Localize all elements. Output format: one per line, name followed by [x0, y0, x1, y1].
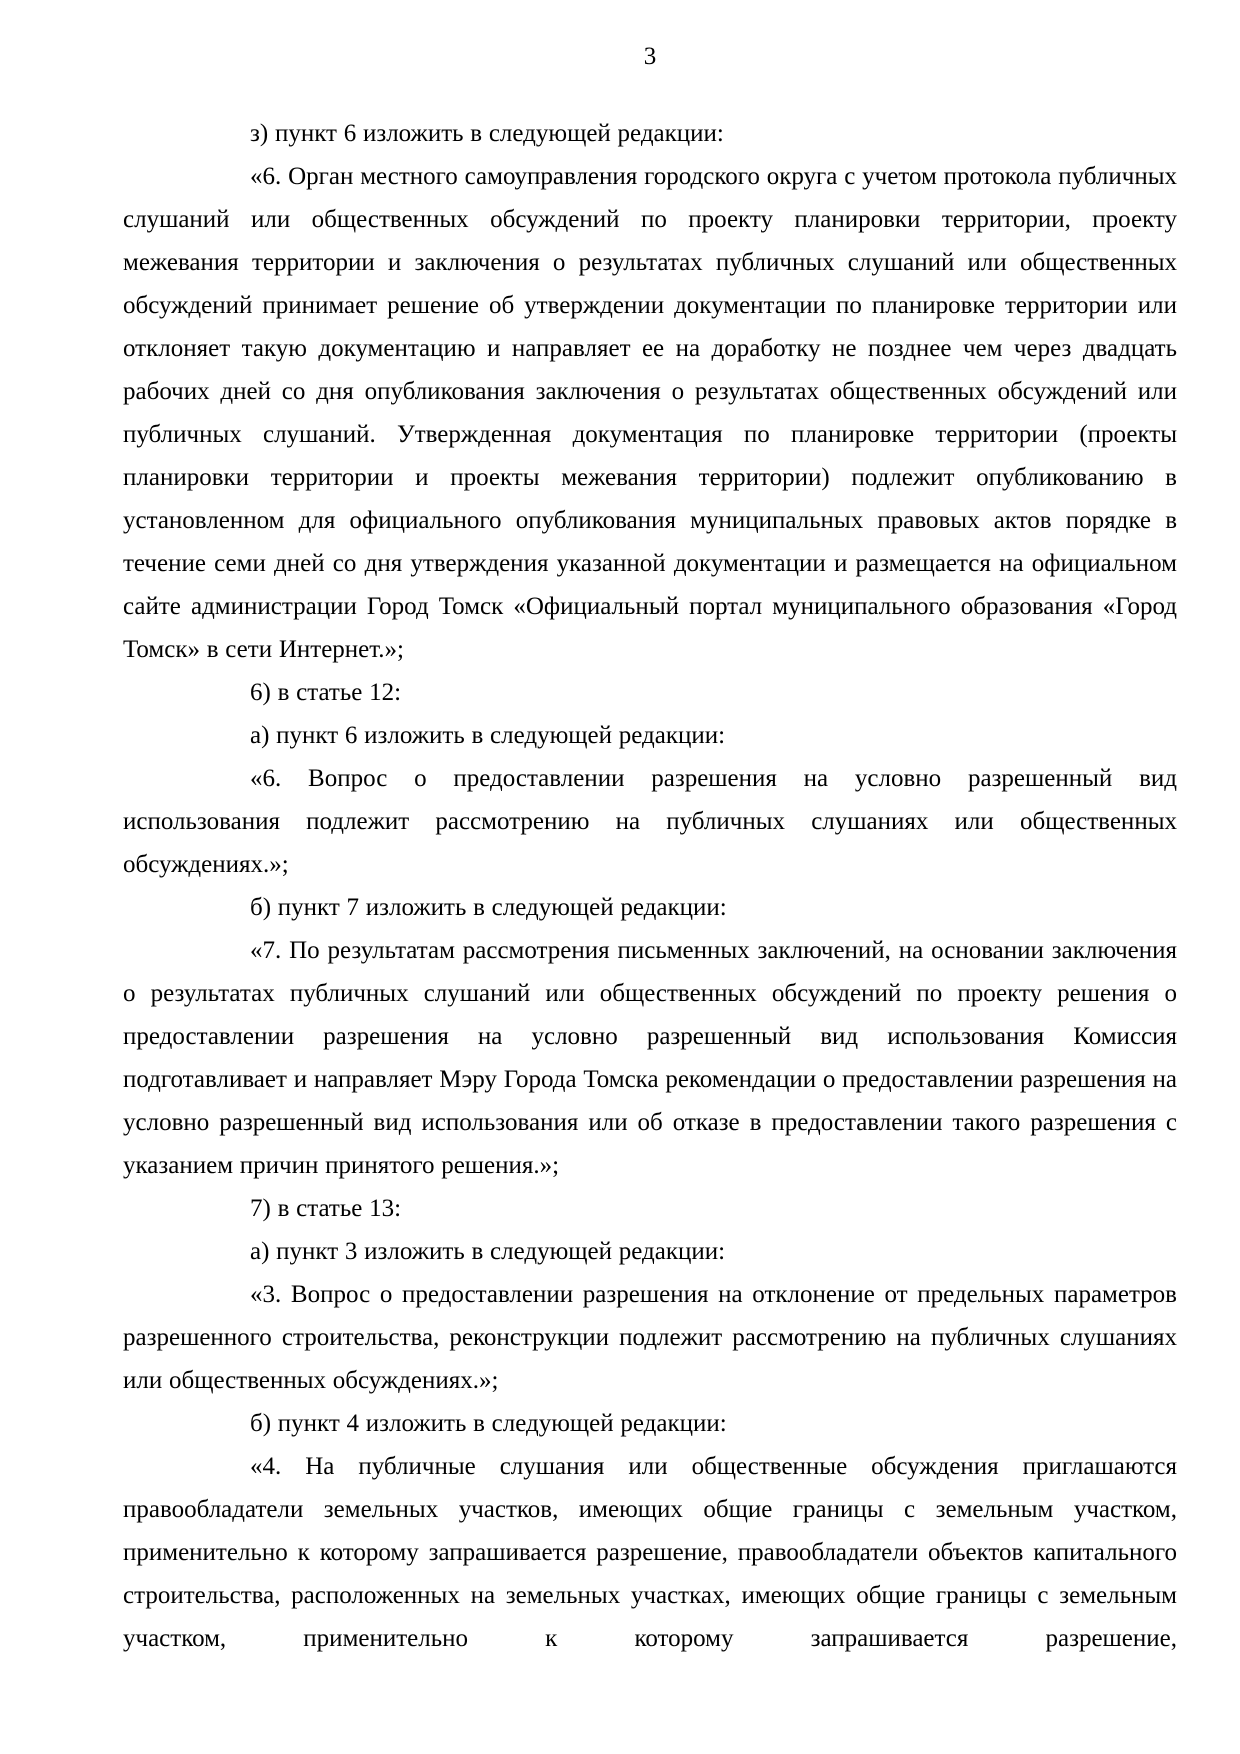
paragraph: «6. Вопрос о предоставлении разрешения на условно разрешенный вид использования подлежит рассмотрению на публичных слушаниях или общественных обсуждениях.»;: [123, 765, 1177, 878]
paragraph: «6. Орган местного самоуправления городского округа с учетом протокола публичных слушаний или общественных обсуждений по проекту планировки территории, проекту межевания территории и заключения о результатах публичных слушаний или общественных обсуждений принимает решение об утверждении документации по планировке территории или отклоняет такую документацию и направляет ее на доработку не позднее чем через двадцать рабочих дней со дня опубликования заключения о результатах общественных обсуждений или публичных слушаний. Утвержденная документация по планировке территории (проекты планировки территории и проекты межевания территории) подлежит опубликованию в установленном для официального опубликования муниципальных правовых актов порядке в течение семи дней со дня утверждения указанной документации и размещается на официальном сайте администрации Город Томск «Официальный портал муниципального образования «Город Томск» в сети Интернет.»;: [123, 163, 1177, 663]
paragraph: «7. По результатам рассмотрения письменных заключений, на основании заключения о результатах публичных слушаний или общественных обсуждений по проекту решения о предоставлении разрешения на условно разрешенный вид использования Комиссия подготавливает и направляет Мэру Города Томска рекомендации о предоставлении разрешения на условно разрешенный вид использования или об отказе в предоставлении такого разрешения с указанием причин принятого решения.»;: [123, 937, 1177, 1179]
paragraph: б) пункт 7 изложить в следующей редакции:: [250, 894, 727, 921]
paragraph: б) пункт 4 изложить в следующей редакции:: [250, 1410, 727, 1437]
paragraph: 6) в статье 12:: [250, 679, 402, 706]
paragraph: «4. На публичные слушания или общественные обсуждения приглашаются правообладатели земельных участков, имеющих общие границы с земельным участком, применительно к которому запрашивается разрешение, правообладатели объектов капитального строительства, расположенных на земельных участках, имеющих общие границы с земельным участком, применительно к которому запрашивается разрешение,: [123, 1453, 1177, 1652]
page-number: 3: [643, 43, 657, 70]
paragraph: «3. Вопрос о предоставлении разрешения на отклонение от предельных параметров разрешенного строительства, реконструкции подлежит рассмотрению на публичных слушаниях или общественных обсуждениях.»;: [123, 1281, 1177, 1394]
paragraph: 7) в статье 13:: [250, 1195, 402, 1222]
paragraph: а) пункт 3 изложить в следующей редакции:: [250, 1238, 726, 1265]
paragraph: з) пункт 6 изложить в следующей редакции:: [250, 120, 724, 147]
document-body: [123, 112, 1177, 1660]
paragraph: а) пункт 6 изложить в следующей редакции:: [250, 722, 726, 749]
